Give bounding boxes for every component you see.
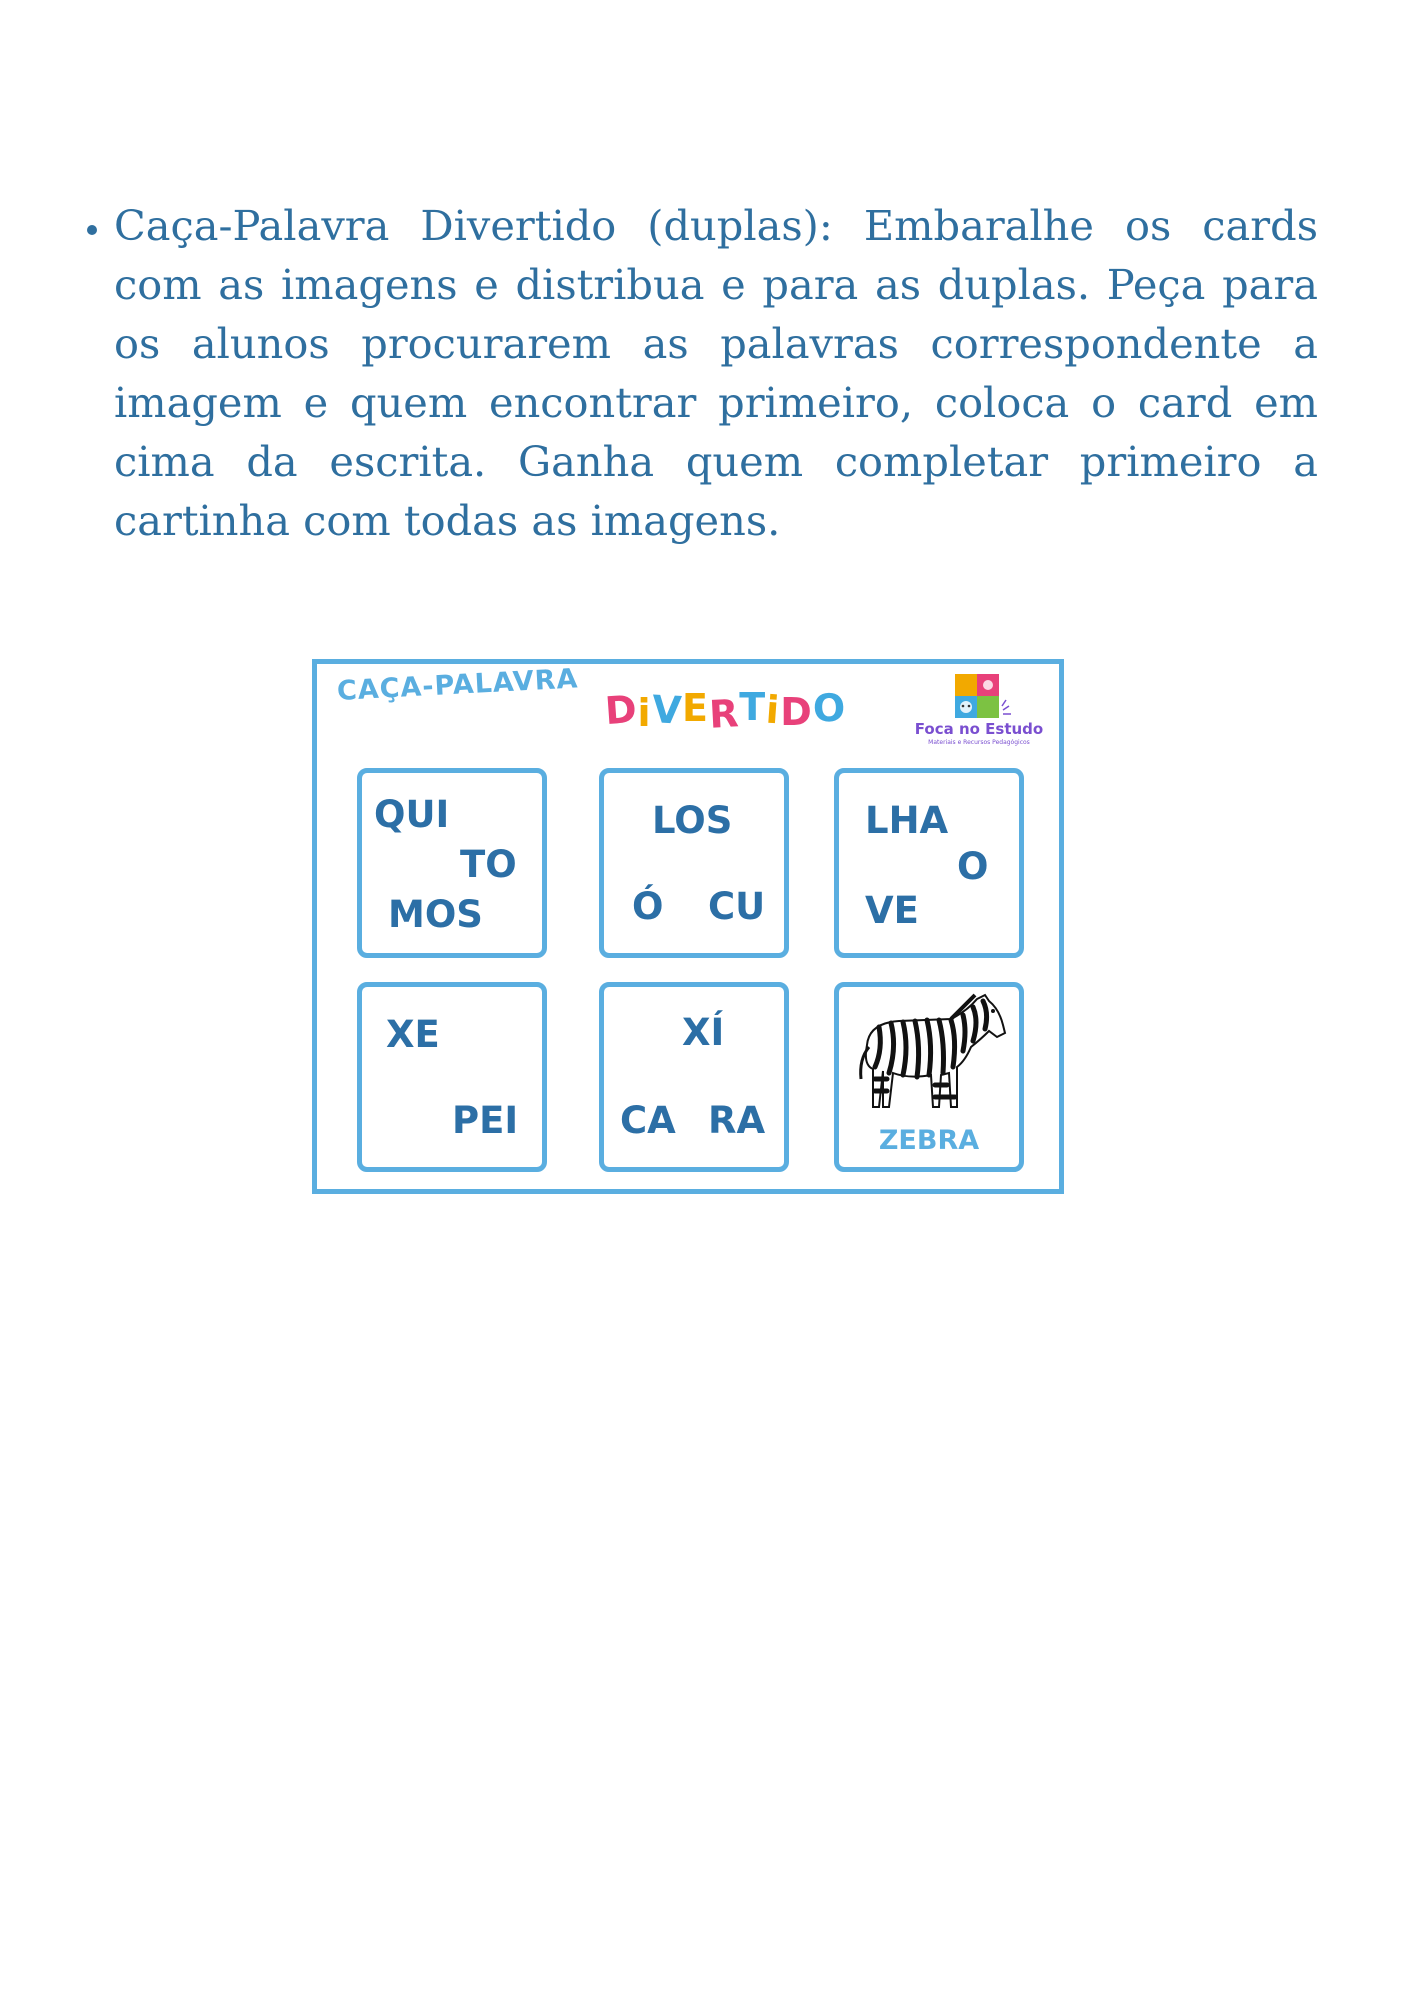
board-title-left: CAÇA-PALAVRA <box>336 663 580 707</box>
title-letter: D <box>603 686 640 734</box>
syllable-card[interactable] <box>357 982 547 1172</box>
syllable: Ó <box>632 885 664 928</box>
zebra-icon <box>839 987 1019 1117</box>
title-letter: T <box>739 685 767 729</box>
syllable-card[interactable] <box>599 768 789 958</box>
word-search-board <box>312 659 1064 1194</box>
zebra-label: ZEBRA <box>878 1125 980 1156</box>
title-letter: D <box>780 690 813 734</box>
logo-name: Foca no Estudo <box>914 720 1044 738</box>
title-letter: R <box>708 691 741 737</box>
syllable: PEI <box>452 1099 519 1142</box>
title-letter: i <box>764 687 782 733</box>
syllable: CU <box>708 885 766 928</box>
puzzle-logo-icon <box>905 670 1053 720</box>
syllable: VE <box>865 889 919 932</box>
syllable: MOS <box>388 893 483 936</box>
syllable: LOS <box>652 799 733 842</box>
syllable-card[interactable] <box>357 768 547 958</box>
picture-card[interactable] <box>834 982 1024 1172</box>
syllable: LHA <box>865 799 949 842</box>
title-letter: E <box>682 686 709 730</box>
title-letter: V <box>650 687 684 733</box>
instruction-paragraph <box>62 196 1318 550</box>
logo-subtitle: Materiais e Recursos Pedagógicos <box>928 739 1030 746</box>
syllable: TO <box>460 843 517 886</box>
board-title-right <box>603 685 847 737</box>
instruction-list <box>62 196 1318 550</box>
syllable: CA <box>620 1099 676 1142</box>
syllable-card[interactable] <box>599 982 789 1172</box>
syllable: RA <box>708 1099 766 1142</box>
instruction-item: • Caça-Palavra Divertido (duplas): Embaralhe os cards com as imagens e distribua e para as duplas. Peça para os alunos procurarem as palavras correspondente a imagem e quem encontrar primeiro, coloca o card em cima da escrita. Ganha quem completar primeiro a cartinha com todas as imagens. <box>114 196 1318 550</box>
syllable-card[interactable] <box>834 768 1024 958</box>
title-letter: O <box>811 685 847 731</box>
title-letter: i <box>637 691 652 735</box>
syllable: XÍ <box>682 1011 725 1054</box>
syllable: QUI <box>374 793 450 836</box>
syllable: XE <box>386 1013 440 1056</box>
syllable: O <box>957 845 989 888</box>
foca-no-estudo-logo <box>905 670 1053 748</box>
